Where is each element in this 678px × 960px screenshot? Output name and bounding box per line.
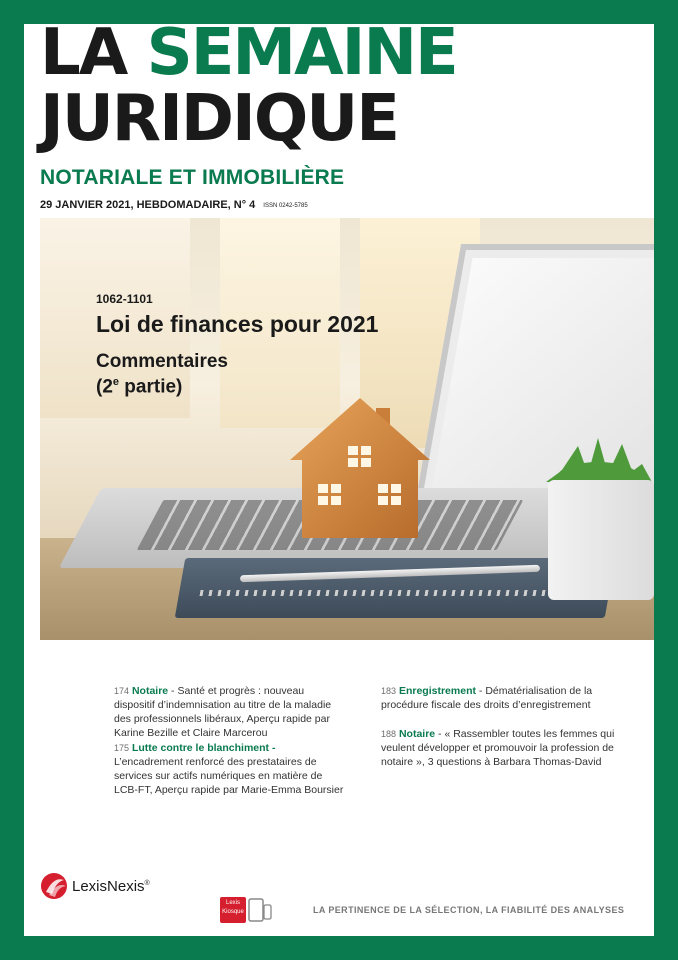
entry-text: - Santé et progrès : nouveau dispositif d’indemnisation au titre de la maladie des professionnels libéraux, Aperçu rapide par Karine Bezille et Claire Marcerou — [114, 685, 332, 739]
entry-number: 175 — [114, 743, 130, 753]
cover-photo — [40, 218, 654, 640]
summary-entry-174 — [114, 684, 346, 740]
entry-text: L’encadrement renforcé des prestataires de services sur actifs numériques en matière de LCB-FT, Aperçu rapide par Marie-Emma Boursier — [114, 756, 344, 796]
cover-subtitle-line2 — [96, 376, 182, 398]
masthead-subtitle: NOTARIALE ET IMMOBILIÈRE — [40, 166, 345, 189]
entry-number: 188 — [381, 729, 397, 739]
entry-text: - Dématérialisation de la procédure fiscale des droits d’enregistrement — [381, 685, 593, 711]
issn-number: ISSN 0242-5785 — [263, 203, 308, 209]
entry-number: 174 — [114, 686, 130, 696]
entry-category: Notaire — [398, 728, 436, 740]
cover-title: Loi de finances pour 2021 — [96, 311, 379, 337]
issue-dateline — [40, 199, 308, 211]
cover-section-number: 1062-1101 — [96, 292, 153, 306]
entry-category: Enregistrement — [398, 685, 476, 697]
devices-icon — [248, 897, 272, 923]
entry-category: Lutte contre le blanchiment - — [131, 742, 276, 754]
photo-notebook-spiral — [199, 590, 580, 596]
summary-entry-188 — [381, 727, 621, 769]
publisher-name — [72, 878, 150, 895]
lexis-kiosque-badge — [220, 897, 246, 923]
house-model-icon — [290, 398, 430, 548]
cover-subtitle-line1: Commentaires — [96, 351, 228, 372]
masthead-la: LA — [40, 16, 127, 90]
registered-mark: ® — [144, 880, 150, 887]
entry-category: Notaire — [131, 685, 169, 697]
publisher-text: LexisNexis — [72, 878, 145, 895]
cover-subtitle-sup: e — [112, 376, 120, 388]
footer-slogan: LA PERTINENCE DE LA SÉLECTION, LA FIABILITÉ DES ANALYSES — [313, 905, 625, 915]
cover-subtitle-pre: (2 — [96, 376, 113, 398]
kiosque-line1: Lexis — [225, 900, 240, 906]
masthead-juridique: JURIDIQUE — [40, 82, 398, 156]
kiosque-line2: Kiosque — [222, 909, 244, 915]
summary-entry-175 — [114, 741, 346, 797]
entry-number: 183 — [381, 686, 397, 696]
entry-text: - « Rassembler toutes les femmes qui veulent développer et promouvoir la profession de notaire », 3 questions à Barbara Thomas-David — [381, 728, 615, 768]
photo-plant-pot — [548, 480, 654, 600]
cover-subtitle-post: partie) — [119, 376, 183, 398]
masthead-semaine: SEMAINE — [146, 16, 457, 90]
masthead-line1 — [40, 16, 457, 90]
summary-entry-183 — [381, 684, 621, 712]
issue-date: 29 JANVIER 2021, HEBDOMADAIRE, N° 4 — [40, 199, 256, 211]
green-border-strip — [654, 242, 678, 670]
